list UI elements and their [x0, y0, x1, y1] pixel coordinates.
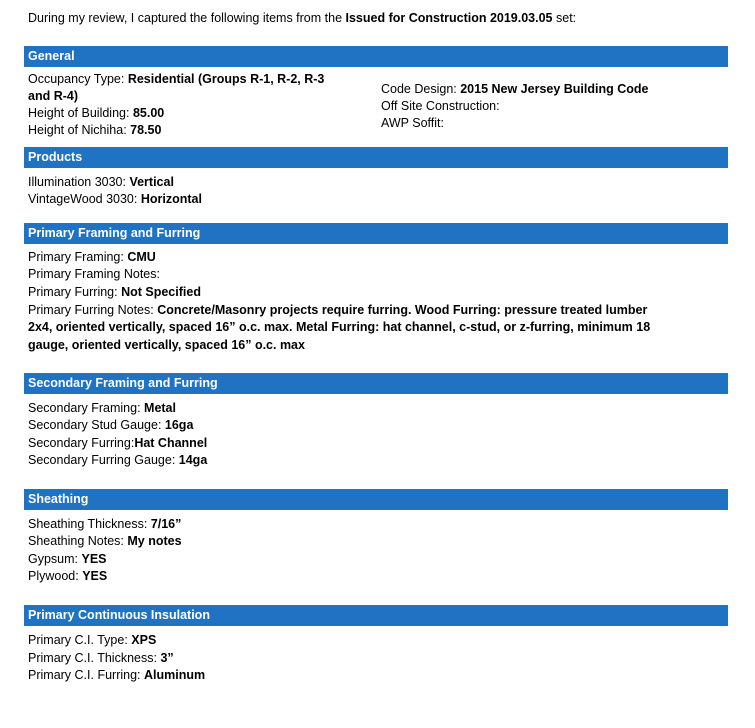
height-of-building: Height of Building: 85.00	[28, 106, 165, 120]
secondary-stud-gauge: Secondary Stud Gauge: 16ga	[28, 418, 194, 432]
plywood: Plywood: YES	[28, 569, 108, 583]
section-header-general: General	[24, 46, 728, 67]
primary-furring-notes-line3: gauge, oriented vertically, spaced 16” o.c. max	[28, 338, 305, 352]
code-design: Code Design: 2015 New Jersey Building Code	[381, 82, 649, 96]
intro-prefix: During my review, I captured the following items from the	[28, 11, 346, 25]
primary-framing: Primary Framing: CMU	[28, 250, 156, 264]
awp-soffit: AWP Soffit:	[381, 116, 444, 130]
occupancy-type-cont: and R-4)	[28, 89, 78, 103]
gypsum: Gypsum: YES	[28, 552, 107, 566]
primary-ci-type: Primary C.I. Type: XPS	[28, 633, 157, 647]
section-header-primary-framing: Primary Framing and Furring	[24, 223, 728, 244]
primary-ci-furring: Primary C.I. Furring: Aluminum	[28, 668, 206, 682]
section-header-sheathing: Sheathing	[24, 489, 728, 510]
secondary-framing: Secondary Framing: Metal	[28, 401, 176, 415]
illumination-3030: Illumination 3030: Vertical	[28, 175, 174, 189]
height-of-nichiha: Height of Nichiha: 78.50	[28, 123, 162, 137]
section-header-products: Products	[24, 147, 728, 168]
primary-furring: Primary Furring: Not Specified	[28, 285, 201, 299]
intro-suffix: set:	[552, 11, 577, 25]
primary-furring-notes-line2: 2x4, oriented vertically, spaced 16” o.c. max. Metal Furring: hat channel, c-stud, or z-furring, minimum 18	[28, 320, 651, 334]
secondary-furring-gauge: Secondary Furring Gauge: 14ga	[28, 453, 208, 467]
off-site-construction: Off Site Construction:	[381, 99, 500, 113]
section-header-primary-ci: Primary Continuous Insulation	[24, 605, 728, 626]
intro-text	[28, 10, 576, 26]
occupancy-type: Occupancy Type: Residential (Groups R-1, R-2, R-3	[28, 72, 325, 86]
secondary-furring: Secondary Furring:Hat Channel	[28, 436, 208, 450]
primary-furring-notes: Primary Furring Notes: Concrete/Masonry projects require furring. Wood Furring: pressure treated lumber	[28, 303, 648, 317]
section-header-secondary-framing: Secondary Framing and Furring	[24, 373, 728, 394]
sheathing-thickness: Sheathing Thickness: 7/16”	[28, 517, 182, 531]
vintagewood-3030: VintageWood 3030: Horizontal	[28, 192, 202, 206]
primary-ci-thickness: Primary C.I. Thickness: 3”	[28, 651, 174, 665]
sheathing-notes: Sheathing Notes: My notes	[28, 534, 182, 548]
primary-framing-notes: Primary Framing Notes:	[28, 267, 160, 281]
set-name: Issued for Construction 2019.03.05	[345, 11, 553, 25]
